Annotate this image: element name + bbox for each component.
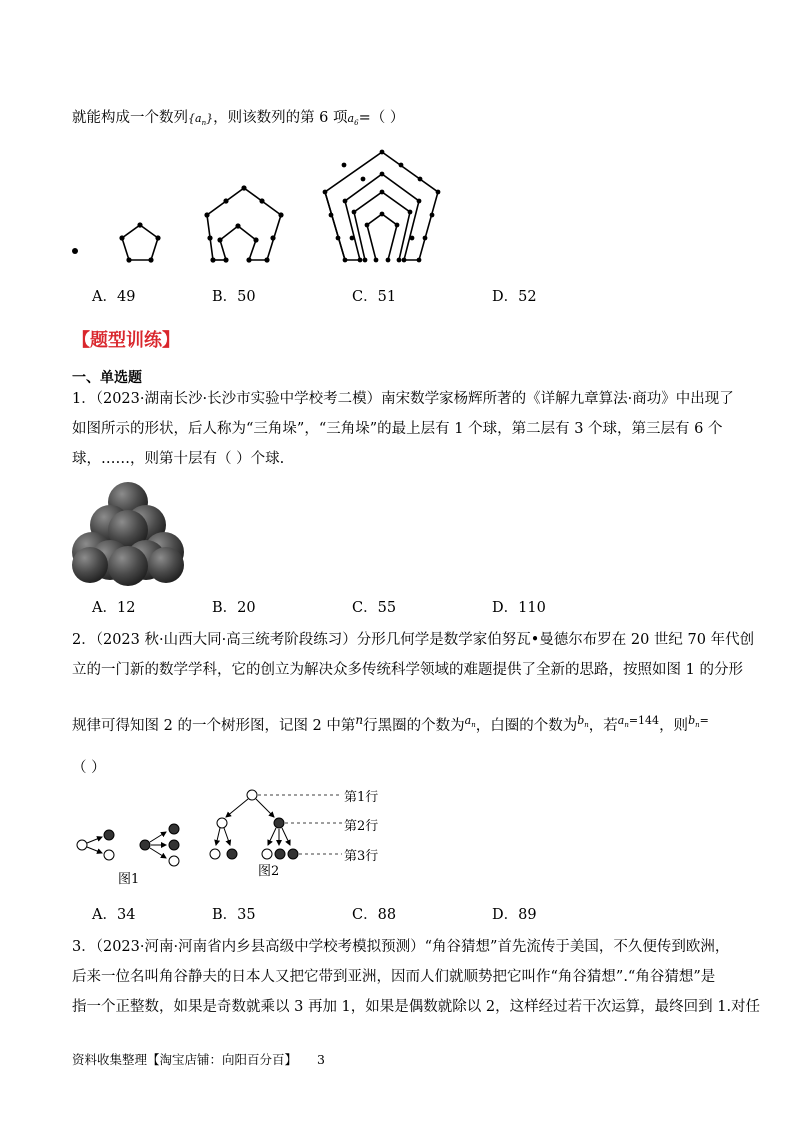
pentagon-3 (325, 152, 438, 260)
intro-text-middle: ，则该数列的第 6 项 (213, 110, 348, 126)
figure-1 (77, 824, 179, 866)
q2-option-b[interactable]: B．35 (212, 907, 256, 923)
figure-2-label: 图2 (258, 864, 280, 879)
q1-line-1: 1．（2023·湖南长沙·长沙市实验中学校考二模）南宋数学家杨辉所著的《详解九章算法·商功》中出现了 (72, 391, 734, 407)
q1-option-a[interactable]: A．12 (92, 600, 136, 616)
section-title: 一、单选题 (72, 370, 142, 386)
intro-line (72, 108, 404, 133)
term-symbol: $a_6$ (347, 112, 359, 127)
row-2-label: 第2行 (344, 819, 379, 834)
answer-blank: （ ） (370, 110, 405, 126)
q3-line-2: 后来一位名叫角谷静夫的日本人又把它带到亚洲，因而人们就顺势把它叫作“角谷猜想”.“角谷猜想”是 (72, 969, 716, 985)
q3-line-1: 3．（2023·河南·河南省内乡县高级中学校考模拟预测）“角谷猜想”首先流传于美国，不久便传到欧洲， (72, 939, 730, 955)
row-1-label: 第1行 (344, 790, 379, 805)
pentagon-1-dots (119, 222, 160, 262)
footer-text: 资料收集整理【淘宝店铺：向阳百分百】 (72, 1052, 298, 1067)
figure-2 (210, 790, 342, 859)
pentagon-1 (122, 225, 158, 260)
q2-line-1: 2．（2023 秋·山西大同·高三统考阶段练习）分形几何学是数学家伯努瓦•曼德尔布罗在 20 世纪 70 年代创 (72, 632, 755, 648)
q2-option-a[interactable]: A．34 (92, 907, 136, 923)
q1-line-2: 如图所示的形状，后人称为“三角垛”，“三角垛”的最上层有 1 个球，第二层有 3 个球，第三层有 6 个 (72, 421, 723, 437)
intro-text-before: 就能构成一个数列 (72, 110, 188, 126)
ball-pyramid-image (70, 480, 190, 590)
q0-option-b[interactable]: B．50 (212, 289, 256, 305)
q2-answer-blank: （ ） (72, 760, 106, 776)
q1-option-d[interactable]: D．110 (492, 600, 546, 616)
q2-option-d[interactable]: D．89 (492, 907, 537, 923)
q1-option-b[interactable]: B．20 (212, 600, 256, 616)
q1-option-c[interactable]: C．55 (352, 600, 397, 616)
q2-option-c[interactable]: C．88 (352, 907, 397, 923)
equals-sign: = (358, 110, 371, 126)
q0-option-a[interactable]: A．49 (92, 289, 136, 305)
q1-line-3: 球，……，则第十层有（ ）个球. (72, 451, 285, 467)
q0-option-d[interactable]: D．52 (492, 289, 537, 305)
q3-line-3: 指一个正整数，如果是奇数就乘以 3 再加 1，如果是偶数就除以 2，这样经过若干次运算，最终回到 1.对任 (72, 999, 761, 1015)
figure-1-label: 图1 (118, 872, 140, 887)
pentagon-2 (207, 188, 281, 260)
page-number: 3 (317, 1052, 325, 1067)
sequence-symbol: $\{a_n\}$ (188, 112, 214, 127)
page-footer (72, 1050, 325, 1068)
row-3-label: 第3行 (344, 849, 379, 864)
q0-option-c[interactable]: C．51 (352, 289, 397, 305)
q2-line-2: 立的一门新的数学学科，它的创立为解决众多传统科学领域的难题提供了全新的思路，按照如图 1 的分形 (72, 662, 743, 678)
pentagon-2-dots (204, 185, 283, 262)
section-heading: 【题型训练】 (72, 330, 180, 351)
q2-line-3: 规律可得知图 2 的一个树形图，记图 2 中第$^n$行黑圈的个数为$^{a_n}$，白圈的个数为$^{b_n}$，若$^{a_n=144}$，则$^{b_n=}$ (72, 713, 709, 734)
